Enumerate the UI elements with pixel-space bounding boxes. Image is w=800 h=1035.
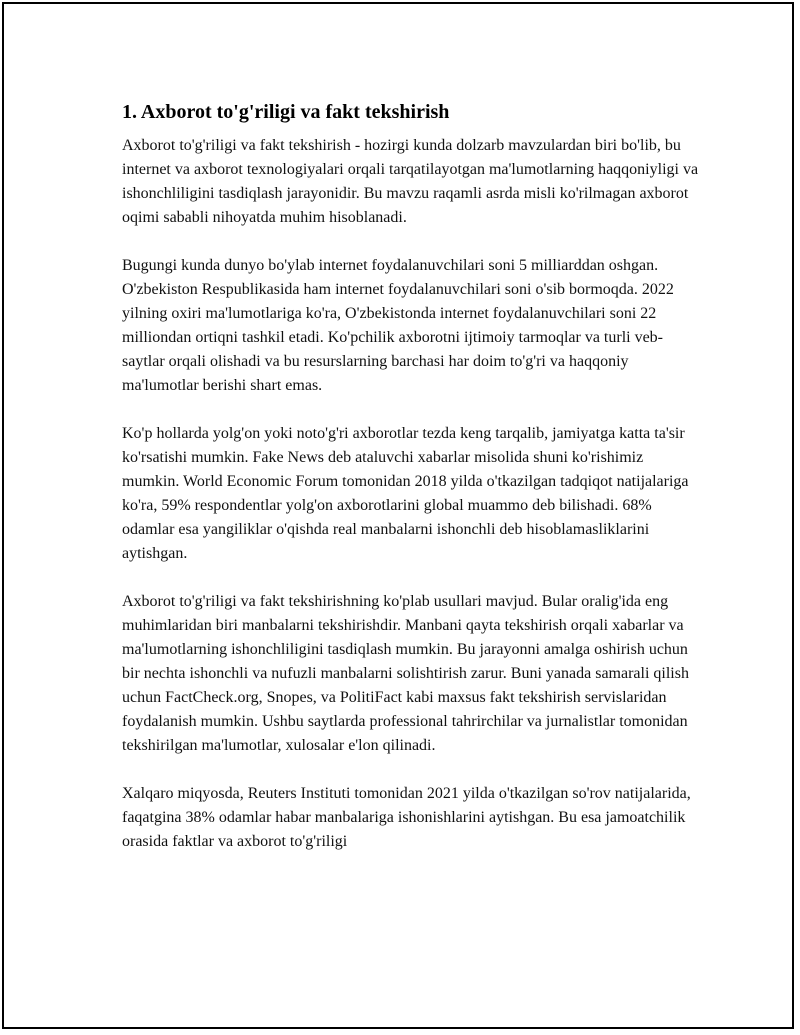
paragraph-3: Ko'p hollarda yolg'on yoki noto'g'ri axborotlar tezda keng tarqalib, jamiyatga katta ta'sir ko'rsatishi mumkin. Fake News deb ataluvchi xabarlar misolida shuni ko'rishimiz mumkin. World Economic Forum tomonidan 2018 yilda o'tkazilgan tadqiqot natijalariga ko'ra, 59% respondentlar yolg'on axborotlarini global muammo deb bilishadi. 68% odamlar esa yangiliklar o'qishda real manbalarni ishonchli deb hisoblamasliklarini aytishgan. (122, 425, 689, 562)
document-content (122, 100, 700, 878)
section-heading: 1. Axborot to'g'riligi va fakt tekshirish (122, 101, 450, 123)
paragraph-4: Axborot to'g'riligi va fakt tekshirishning ko'plab usullari mavjud. Bular oralig'ida eng muhimlaridan biri manbalarni tekshirishdir. Manbani qayta tekshirish orqali xabarlar va ma'lumotlarning ishonchliligini tasdiqlash mumkin. Bu jarayonni amalga oshirish uchun bir nechta ishonchli va nufuzli manbalarni solishtirish zarur. Buni yanada samarali qilish uchun FactCheck.org, Snopes, va PolitiFact kabi maxsus fakt tekshirish servislaridan foydalanish mumkin. Ushbu saytlarda professional tahrirchilar va jurnalistlar tomonidan tekshirilgan ma'lumotlar, xulosalar e'lon qilinadi. (122, 593, 689, 754)
paragraph-1: Axborot to'g'riligi va fakt tekshirish - hozirgi kunda dolzarb mavzulardan biri bo'lib, bu internet va axborot texnologiyalari orqali tarqatilayotgan ma'lumotlarning haqqoniyligi va ishonchliligini tasdiqlash jarayonidir. Bu mavzu raqamli asrda misli ko'rilmagan axborot oqimi sababli nihoyatda muhim hisoblanadi. (122, 137, 699, 226)
paragraph-5: Xalqaro miqyosda, Reuters Instituti tomonidan 2021 yilda o'tkazilgan so'rov natijalarida, faqatgina 38% odamlar habar manbalariga ishonishlarini aytishgan. Bu esa jamoatchilik orasida faktlar va axborot to'g'riligi (122, 785, 691, 850)
document-page (2, 2, 794, 1029)
paragraph-2: Bugungi kunda dunyo bo'ylab internet foydalanuvchilari soni 5 milliarddan oshgan. O'zbekiston Respublikasida ham internet foydalanuvchilari soni o'sib bormoqda. 2022 yilning oxiri ma'lumotlariga ko'ra, O'zbekistonda internet foydalanuvchilari soni 22 milliondan ortiqni tashkil etadi. Ko'pchilik axborotni ijtimoiy tarmoqlar va turli veb-saytlar orqali olishadi va bu resurslarning barchasi har doim to'g'ri va haqqoniy ma'lumotlar berishi shart emas. (122, 257, 674, 394)
